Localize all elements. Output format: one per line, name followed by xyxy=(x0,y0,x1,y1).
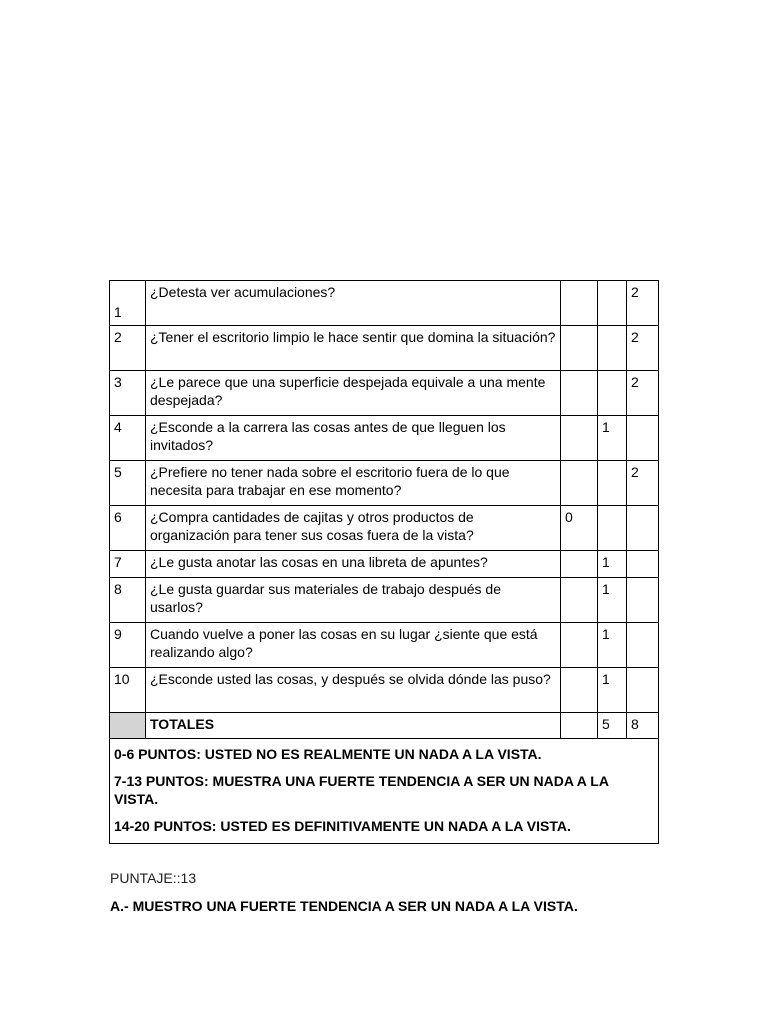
table-row xyxy=(110,668,659,713)
table-row xyxy=(110,578,659,623)
result-prefix: A xyxy=(110,898,121,914)
table-row xyxy=(110,506,659,551)
question-text: Cuando vuelve a poner las cosas en su lugar ¿siente que está realizando algo? xyxy=(146,623,561,668)
score-text: PUNTAJE::13 xyxy=(110,870,197,886)
totals-0-cell xyxy=(561,713,598,739)
question-text: ¿Le parece que una superficie despejada equivale a una mente despejada? xyxy=(146,371,561,416)
score-1-cell xyxy=(598,461,627,506)
score-2-cell xyxy=(627,623,659,668)
scale-line-high: 14-20 PUNTOS: USTED ES DEFINITIVAMENTE UN NADA A LA VISTA. xyxy=(114,818,571,834)
scale-line-low: 0-6 PUNTOS: USTED NO ES REALMENTE UN NADA A LA VISTA. xyxy=(114,746,542,762)
totals-row xyxy=(110,713,659,739)
question-number: 5 xyxy=(110,461,146,506)
score-1-cell xyxy=(598,371,627,416)
question-text: ¿Compra cantidades de cajitas y otros productos de organización para tener sus cosas fuera de la vista? xyxy=(146,506,561,551)
score-0-cell xyxy=(561,623,598,668)
score-0-cell xyxy=(561,416,598,461)
question-text: ¿Detesta ver acumulaciones? xyxy=(146,281,561,326)
question-number: 3 xyxy=(110,371,146,416)
question-number: 8 xyxy=(110,578,146,623)
totals-label: TOTALES xyxy=(146,713,561,739)
score-2-cell: 2 xyxy=(627,371,659,416)
score-1-cell: 1 xyxy=(598,416,627,461)
score-1-cell: 1 xyxy=(598,551,627,578)
result-text xyxy=(110,898,578,914)
score-1-cell xyxy=(598,281,627,326)
score-1-cell: 1 xyxy=(598,668,627,713)
question-number: 1 xyxy=(110,281,146,326)
score-0-cell: 0 xyxy=(561,506,598,551)
score-1-cell xyxy=(598,326,627,371)
table-row xyxy=(110,623,659,668)
score-0-cell xyxy=(561,461,598,506)
table-row xyxy=(110,281,659,326)
totals-1-cell: 5 xyxy=(598,713,627,739)
question-number: 2 xyxy=(110,326,146,371)
question-number: 9 xyxy=(110,623,146,668)
score-1-cell: 1 xyxy=(598,578,627,623)
score-2-cell: 2 xyxy=(627,326,659,371)
score-1-cell xyxy=(598,506,627,551)
score-2-cell xyxy=(627,578,659,623)
score-0-cell xyxy=(561,281,598,326)
question-number: 10 xyxy=(110,668,146,713)
score-2-cell xyxy=(627,416,659,461)
scale-row xyxy=(110,739,659,844)
table-row xyxy=(110,371,659,416)
question-number: 6 xyxy=(110,506,146,551)
table-row xyxy=(110,416,659,461)
score-0-cell xyxy=(561,551,598,578)
question-text: ¿Tener el escritorio limpio le hace sentir que domina la situación? xyxy=(146,326,561,371)
question-number: 7 xyxy=(110,551,146,578)
totals-2-cell: 8 xyxy=(627,713,659,739)
table-row xyxy=(110,326,659,371)
question-text: ¿Prefiere no tener nada sobre el escritorio fuera de lo que necesita para trabajar en ese momento? xyxy=(146,461,561,506)
question-text: ¿Le gusta anotar las cosas en una libreta de apuntes? xyxy=(146,551,561,578)
score-0-cell xyxy=(561,371,598,416)
table-row xyxy=(110,551,659,578)
question-text: ¿Esconde usted las cosas, y después se olvida dónde las puso? xyxy=(146,668,561,713)
scale-cell xyxy=(110,739,659,844)
score-2-cell: 2 xyxy=(627,461,659,506)
questionnaire-table xyxy=(109,280,659,844)
question-text: ¿Le gusta guardar sus materiales de trabajo después de usarlos? xyxy=(146,578,561,623)
table-row xyxy=(110,461,659,506)
totals-shaded-cell xyxy=(110,713,146,739)
score-2-cell: 2 xyxy=(627,281,659,326)
score-1-cell: 1 xyxy=(598,623,627,668)
score-2-cell xyxy=(627,668,659,713)
score-2-cell xyxy=(627,551,659,578)
question-number: 4 xyxy=(110,416,146,461)
scale-line-mid: 7-13 PUNTOS: MUESTRA UNA FUERTE TENDENCIA A SER UN NADA A LA VISTA. xyxy=(114,773,609,807)
score-0-cell xyxy=(561,326,598,371)
result-statement: .- MUESTRO UNA FUERTE TENDENCIA A SER UN NADA A LA VISTA. xyxy=(120,898,578,914)
score-2-cell xyxy=(627,506,659,551)
question-text: ¿Esconde a la carrera las cosas antes de que lleguen los invitados? xyxy=(146,416,561,461)
score-0-cell xyxy=(561,578,598,623)
score-0-cell xyxy=(561,668,598,713)
